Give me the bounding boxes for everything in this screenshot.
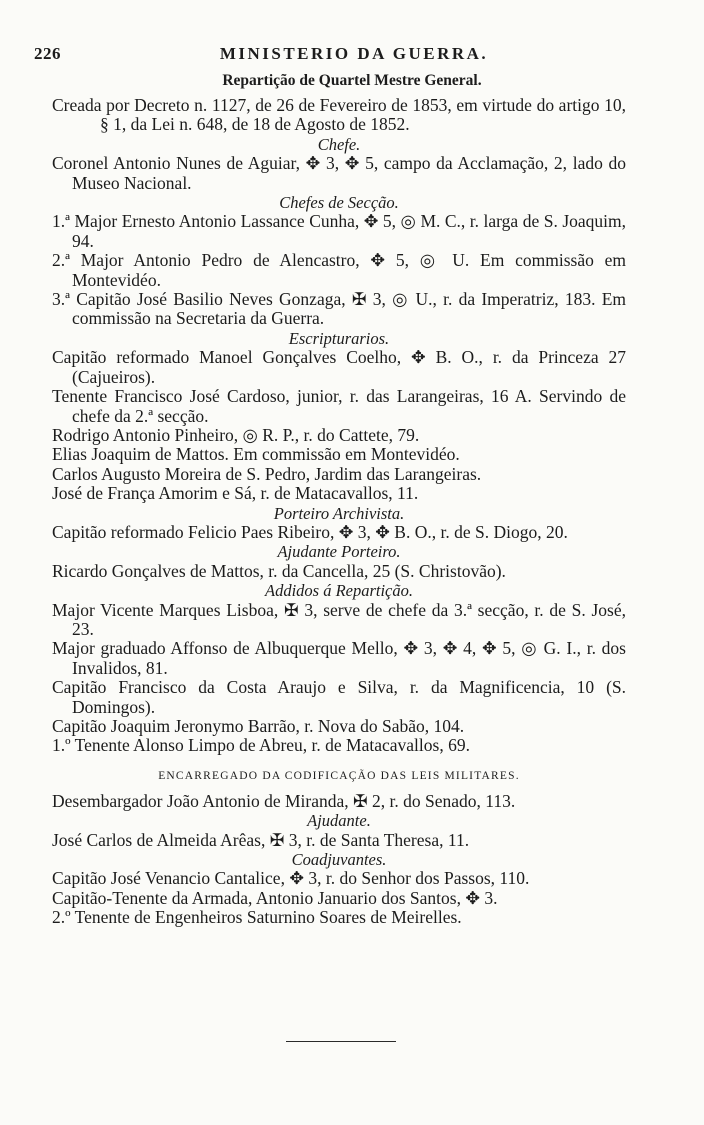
ajudante-entry: José Carlos de Almeida Arêas, ✠ 3, r. de Santa Theresa, 11. bbox=[52, 829, 470, 850]
coadjuvante-entry: 2.º Tenente de Engenheiros Saturnino Soares de Meirelles. bbox=[52, 907, 462, 928]
escripturario-entry: Tenente Francisco José Cardoso, junior, r. das Larangeiras, 16 A. Servindo de chefe da 2.ª secção. bbox=[52, 386, 626, 426]
page-header bbox=[34, 44, 674, 70]
escripturario-entry: Elias Joaquim de Mattos. Em commissão em Montevidéo. bbox=[52, 444, 460, 465]
addido-entry: Capitão Francisco da Costa Araujo e Silva, r. da Magnificencia, 10 (S. Domingos). bbox=[52, 677, 626, 717]
chefe-seccao-entry: 3.ª Capitão José Basilio Neves Gonzaga, ✠ 3, ◎ U., r. da Imperatriz, 183. Em commissão na Secretaria da Guerra. bbox=[52, 289, 626, 329]
porteiro-heading: Porteiro Archivista. bbox=[273, 503, 405, 523]
addido-entry: 1.º Tenente Alonso Limpo de Abreu, r. de Matacavallos, 69. bbox=[52, 735, 470, 756]
escripturario-entry: Capitão reformado Manoel Gonçalves Coelho, ✥ B. O., r. da Princeza 27 (Cajueiros). bbox=[52, 347, 626, 387]
chefe-seccao-entry: 1.ª Major Ernesto Antonio Lassance Cunha, ✥ 5, ◎ M. C., r. larga de S. Joaquim, 94. bbox=[52, 211, 626, 251]
codificacao-heading: ENCARREGADO DA CODIFICAÇÃO DAS LEIS MILITARES. bbox=[158, 769, 520, 782]
running-title: MINISTERIO DA GUERRA. bbox=[219, 44, 489, 63]
escripturario-entry: Carlos Augusto Moreira de S. Pedro, Jardim das Larangeiras. bbox=[52, 463, 482, 484]
addido-entry: Capitão Joaquim Jeronymo Barrão, r. Nova do Sabão, 104. bbox=[52, 716, 465, 736]
addidos-heading: Addidos á Repartição. bbox=[264, 581, 414, 601]
chefe-entry: Coronel Antonio Nunes de Aguiar, ✥ 3, ✥ 5, campo da Acclamação, 2, lado do Museo Nacional. bbox=[52, 153, 626, 193]
escripturarios-heading: Escripturarios. bbox=[288, 328, 390, 348]
chefes-seccao-heading: Chefes de Secção. bbox=[279, 193, 399, 213]
porteiro-entry: Capitão reformado Felicio Paes Ribeiro, ✥ 3, ✥ B. O., r. de S. Diogo, 20. bbox=[52, 521, 568, 542]
page-number: 226 bbox=[34, 44, 61, 63]
codificacao-entry: Desembargador João Antonio de Miranda, ✠ 2, r. do Senado, 113. bbox=[52, 790, 516, 811]
intro-paragraph: Creada por Decreto n. 1127, de 26 de Fevereiro de 1853, em virtude do artigo 10, § 1, da Lei n. 648, de 18 de Agosto de 1852. bbox=[52, 95, 626, 135]
addido-entry: Major graduado Affonso de Albuquerque Mello, ✥ 3, ✥ 4, ✥ 5, ◎ G. I., r. dos Invalidos, 81. bbox=[52, 638, 626, 678]
page-body bbox=[52, 96, 626, 928]
ajudante-porteiro-heading: Ajudante Porteiro. bbox=[277, 542, 401, 562]
chefe-heading: Chefe. bbox=[317, 134, 361, 154]
chefe-seccao-entry: 2.ª Major Antonio Pedro de Alencastro, ✥ 5, ◎ U. Em commissão em Montevidéo. bbox=[52, 250, 626, 290]
closing-rule bbox=[286, 1041, 396, 1042]
escripturario-entry: Rodrigo Antonio Pinheiro, ◎ R. P., r. do Cattete, 79. bbox=[52, 424, 420, 445]
coadjuvante-entry: Capitão José Venancio Cantalice, ✥ 3, r. do Senhor dos Passos, 110. bbox=[52, 868, 530, 889]
ajudante-heading: Ajudante. bbox=[307, 811, 371, 831]
ajudante-porteiro-entry: Ricardo Gonçalves de Mattos, r. da Cancella, 25 (S. Christovão). bbox=[52, 560, 506, 581]
coadjuvante-entry: Capitão-Tenente da Armada, Antonio Januario dos Santos, ✥ 3. bbox=[52, 887, 498, 908]
addido-entry: Major Vicente Marques Lisboa, ✠ 3, serve de chefe da 3.ª secção, r. de S. José, 23. bbox=[52, 599, 626, 639]
section-title: Repartição de Quartel Mestre General. bbox=[222, 72, 482, 89]
coadjuvantes-heading: Coadjuvantes. bbox=[291, 850, 387, 870]
escripturario-entry: José de França Amorim e Sá, r. de Matacavallos, 11. bbox=[52, 483, 419, 504]
